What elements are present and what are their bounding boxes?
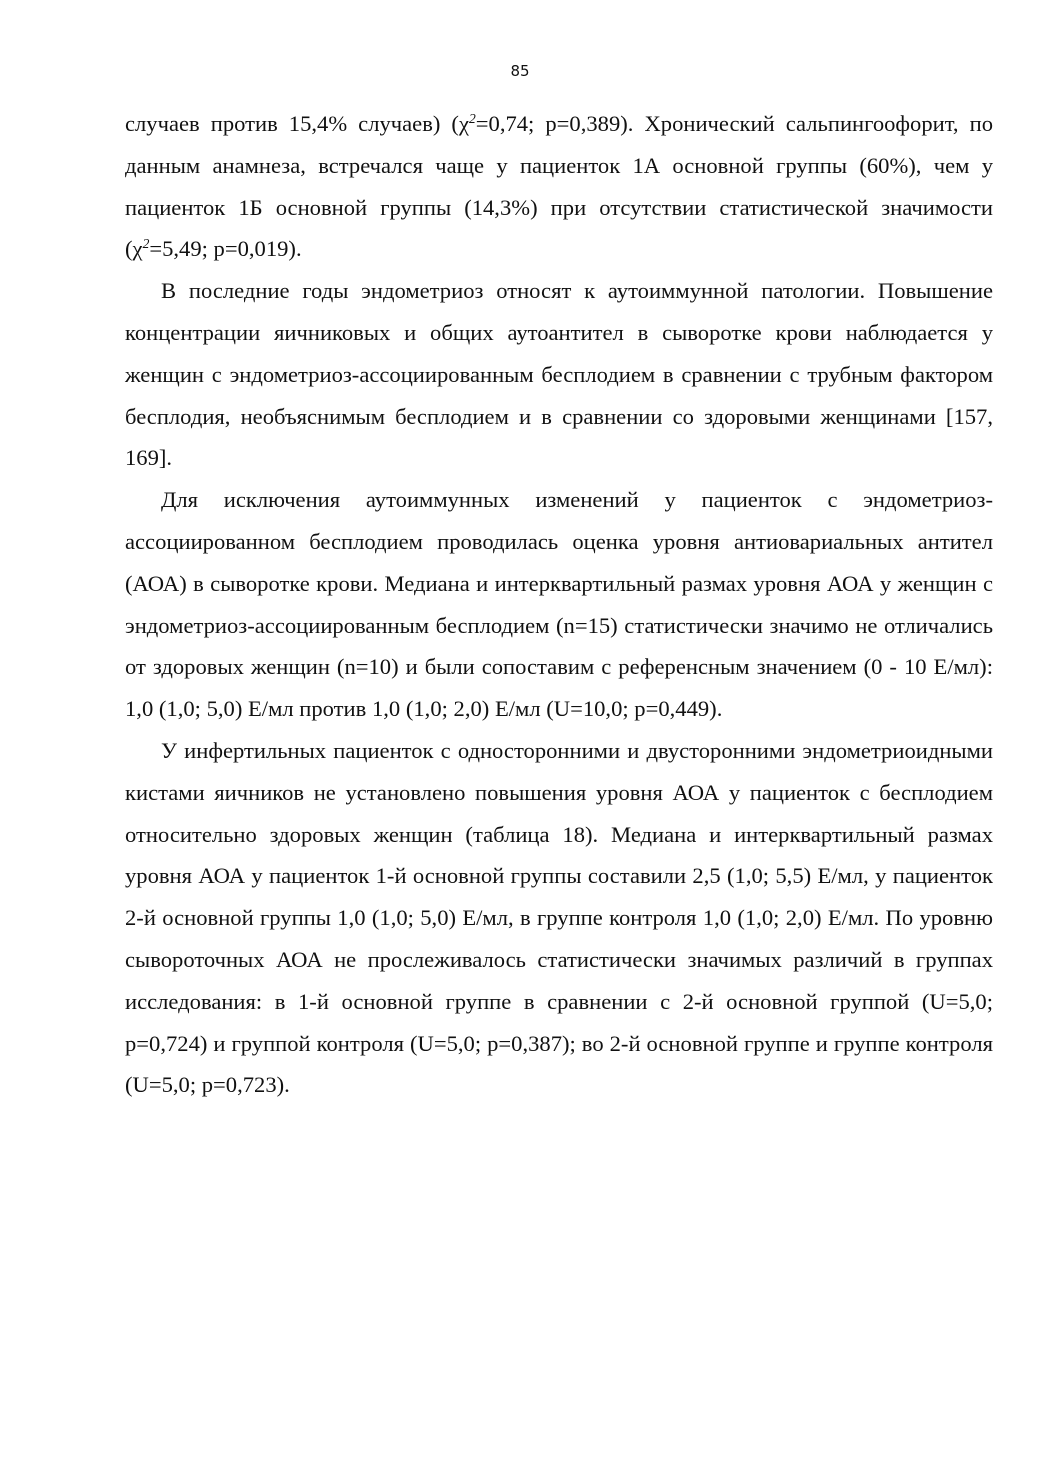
paragraph-group-comparison: У инфертильных пациенток с односторонними и двусторонними эндометриоидными кистами яичников не установлено повышения уровня АОА у пациенток с бесплодием относительно здоровых женщин (таблица 18). Медиана и интерквартильный размах уровня АОА у пациенток 1-й основной группы составили 2,5 (1,0; 5,5) Е/мл, у пациенток 2-й основной группы 1,0 (1,0; 5,0) Е/мл, в группе контроля 1,0 (1,0; 2,0) Е/мл. По уровню сывороточных АОА не прослеживалось статистически значимых различий в группах исследования: в 1-й основной группе в сравнении с 2-й основной группой (U=5,0; p=0,724) и группой контроля (U=5,0; p=0,387); во 2-й основной группе и группе контроля (U=5,0; p=0,723). bbox=[125, 737, 993, 1098]
superscript-two: 2 bbox=[469, 110, 476, 126]
body-text bbox=[125, 103, 993, 1106]
paragraph-chronic-salpingo-oophoritis bbox=[125, 103, 993, 270]
superscript-two: 2 bbox=[142, 236, 150, 252]
paragraph-text: =5,49; p=0,019). bbox=[149, 236, 302, 262]
paragraph-autoimmune-pathology: В последние годы эндометриоз относят к аутоиммунной патологии. Повышение концентрации яичниковых и общих аутоантител в сыворотке крови наблюдается у женщин с эндометриоз-ассоциированным бесплодием в сравнении с трубным фактором бесплодия, необъяснимым бесплодием и в сравнении со здоровыми женщинами [157, 169]. bbox=[125, 278, 993, 471]
paragraph-antiovarian-antibodies: Для исключения аутоиммунных изменений у пациенток с эндометриоз-ассоциированном бесплодием проводилась оценка уровня антиовариальных антител (АОА) в сыворотке крови. Медиана и интерквартильный размах уровня АОА у женщин с эндометриоз-ассоциированным бесплодием (n=15) статистически значимо не отличались от здоровых женщин (n=10) и были сопоставим с референсным значением (0 - 10 Е/мл): 1,0 (1,0; 5,0) Е/мл против 1,0 (1,0; 2,0) Е/мл (U=10,0; p=0,449). bbox=[125, 487, 993, 722]
page-number: 85 bbox=[510, 62, 530, 80]
paragraph-text: случаев против 15,4% случаев) (χ bbox=[125, 111, 469, 136]
paragraph-text: =0,74; p=0,389). Хронический сальпингоофорит, по данным анамнеза, встречался чаще у пациенток 1А основной группы (60%), чем у пациенток 1Б основной группы (14,3%) при отсутствии статистической значимости (χ bbox=[125, 111, 993, 262]
